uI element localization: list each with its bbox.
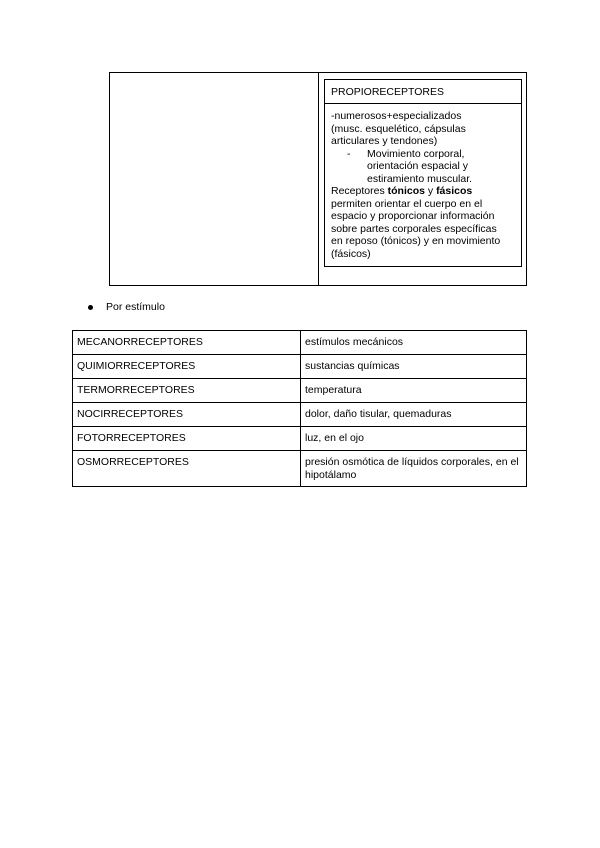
description-line: sobre partes corporales específicas bbox=[331, 222, 497, 235]
description-line: (musc. esquelético, cápsulas bbox=[331, 122, 466, 135]
receptor-cell: MECANORRECEPTORES bbox=[73, 331, 301, 355]
receptor-cell: FOTORRECEPTORES bbox=[73, 427, 301, 451]
receptor-cell: QUIMIORRECEPTORES bbox=[73, 355, 301, 379]
receptor-cell: OSMORRECEPTORES bbox=[73, 451, 301, 487]
sub-line: Movimiento corporal, bbox=[367, 147, 465, 160]
table-divider bbox=[318, 73, 319, 285]
bullet-dot-icon bbox=[88, 305, 93, 310]
receptor-cell: NOCIRRECEPTORES bbox=[73, 403, 301, 427]
proprioceptor-box bbox=[324, 79, 522, 267]
stimulus-cell: dolor, daño tisular, quemaduras bbox=[301, 403, 527, 427]
stimulus-cell: presión osmótica de líquidos corporales, en el hipotálamo bbox=[301, 451, 527, 487]
sub-line: estiramiento muscular. bbox=[367, 172, 473, 185]
sub-line: orientación espacial y bbox=[367, 160, 468, 172]
table-row bbox=[73, 403, 527, 427]
tonicos-bold: tónicos bbox=[387, 185, 425, 197]
description-line: espacio y proporcionar información bbox=[331, 210, 495, 222]
bullet-item bbox=[88, 301, 165, 314]
stimulus-table bbox=[72, 330, 527, 487]
fasicos-bold: fásicos bbox=[436, 185, 473, 197]
dash-marker: - bbox=[347, 147, 351, 160]
table-row bbox=[73, 379, 527, 403]
description-line: permiten orientar el cuerpo en el bbox=[331, 197, 483, 210]
stimulus-cell: sustancias químicas bbox=[301, 355, 527, 379]
sub-list-item bbox=[331, 148, 517, 186]
table-row bbox=[73, 427, 527, 451]
stimulus-cell: estímulos mecánicos bbox=[301, 331, 527, 355]
proprioceptor-title: PROPIORECEPTORES bbox=[325, 80, 521, 104]
description-line: -numerosos+especializados bbox=[331, 110, 462, 122]
proprioceptor-description bbox=[325, 104, 521, 260]
receptors-line: Receptores tónicos y fásicos bbox=[331, 185, 473, 197]
stimulus-cell: luz, en el ojo bbox=[301, 427, 527, 451]
table-row bbox=[73, 451, 527, 487]
bullet-label: Por estímulo bbox=[106, 301, 165, 313]
description-line: en reposo (tónicos) y en movimiento bbox=[331, 235, 501, 247]
description-line: (fásicos) bbox=[331, 247, 371, 260]
proprioceptor-table bbox=[109, 72, 527, 286]
stimulus-cell: temperatura bbox=[301, 379, 527, 403]
receptor-cell: TERMORRECEPTORES bbox=[73, 379, 301, 403]
table-row bbox=[73, 331, 527, 355]
table-row bbox=[73, 355, 527, 379]
description-line: articulares y tendones) bbox=[331, 135, 438, 147]
